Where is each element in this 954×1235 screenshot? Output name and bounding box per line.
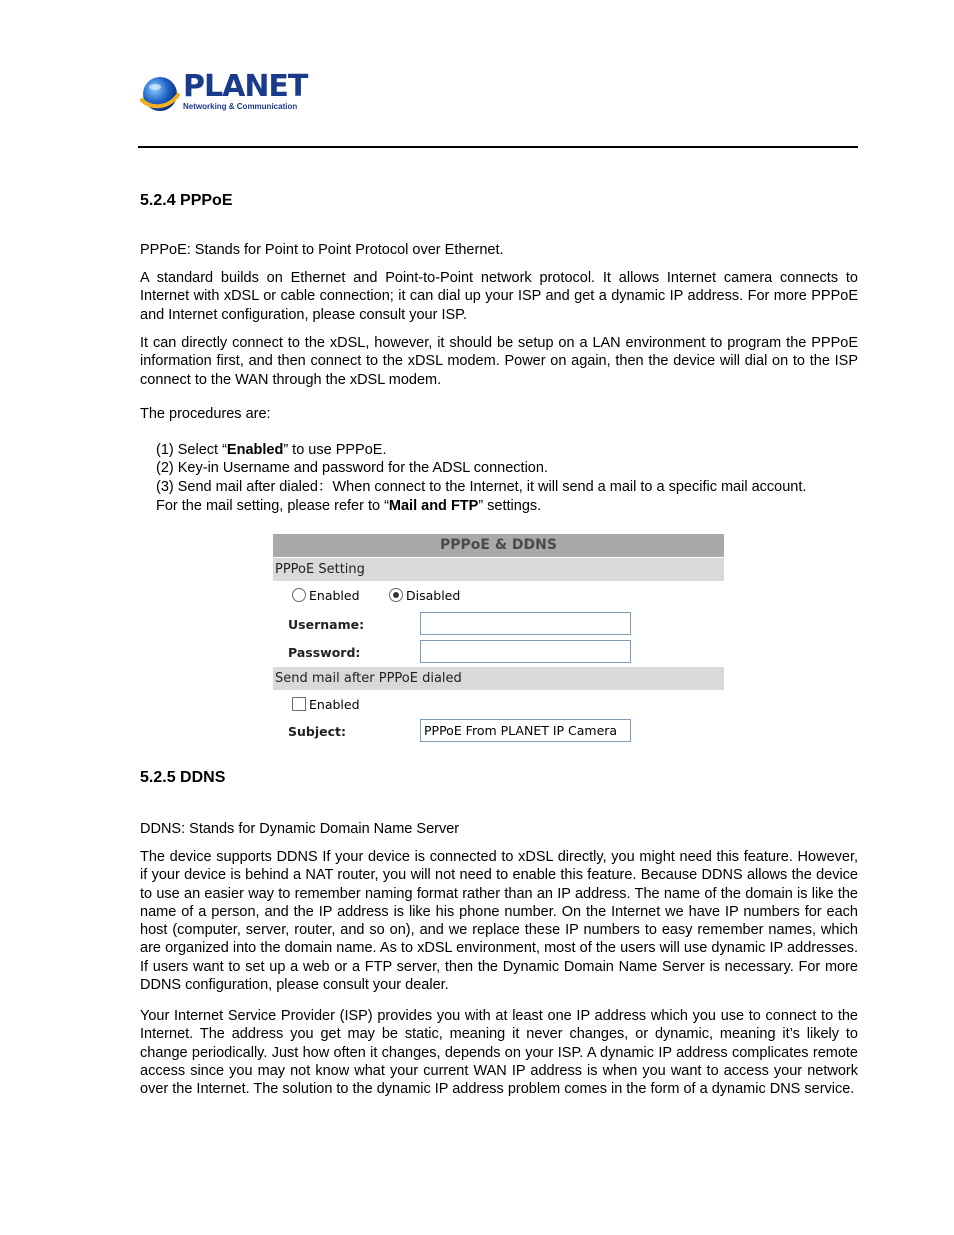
radio-enabled-label: Enabled [309, 588, 360, 603]
ddns-paragraph-2: Your Internet Service Provider (ISP) provides you with at least one IP address which you use to connect to the Internet. The address you get may be static, meaning it never changes, or dynamic, meaning it’s likely to change periodically. Just how often it changes, depends on your ISP. A dynamic IP address complicates remote access since you may not know what your current WAN IP address is when you want to access your network over the Internet. The solution to the dynamic IP address problem comes in the form of a dynamic DNS service. [140, 1008, 858, 1098]
pppoe-paragraph-1: A standard builds on Ethernet and Point-to-Point network protocol. It allows Internet camera connects to Internet with xDSL or cable connection; it can dial up your ISP and get a dynamic IP address. For more PPPoE and Internet configuration, please consult your ISP. [140, 270, 858, 323]
step-1-bold: Enabled [226, 442, 284, 458]
radio-enabled[interactable] [292, 588, 360, 603]
step-3b-bold: Mail and FTP [388, 497, 479, 514]
ddns-definition-block [140, 820, 858, 838]
radio-disabled-label: Disabled [406, 588, 461, 603]
brand-name: PLANET [183, 69, 308, 104]
brand-tagline: Networking & Communication [183, 102, 298, 111]
radio-enabled-icon[interactable] [292, 588, 306, 602]
ddns-para1-block [140, 848, 858, 994]
step-1-text: (1) Select “ [156, 442, 227, 458]
pppoe-paragraph-2: It can directly connect to the xDSL, however, it should be setup on a LAN environment to program the PPPoE information first, and then connect to the xDSL modem. Power on again, then the device will dial on to the ISP connect to the WAN through the xDSL modem. [140, 335, 858, 388]
procedure-steps [156, 441, 866, 515]
mail-enabled-checkbox[interactable] [292, 697, 360, 712]
radio-disabled[interactable] [389, 588, 460, 603]
ddns-paragraph-1: The device supports DDNS If your device is connected to xDSL directly, you might need this feature. However, if your device is behind a NAT router, you will not need to enable this feature. Because DDNS allows the device to use an easier way to remember naming format rather than an IP address. The name of the domain is like the name of a person, and the IP address is like his phone number. On the Internet we have IP numbers for each host (computer, server, router, and so on), and we replace these IP numbers to easy remember names, which are organized into the domain name. As to xDSL environment, most of the users will use dynamic IP addresses. If users want to set up a web or a FTP server, then the Dynamic Domain Name Server is necessary. For more DDNS configuration, please consult your dealer. [140, 849, 858, 994]
step-2: (2) Key-in Username and password for the ADSL connection. [156, 460, 548, 477]
password-input[interactable] [420, 640, 631, 663]
procedures-intro: The procedures are: [140, 406, 271, 422]
radio-disabled-icon[interactable] [389, 588, 403, 602]
procedures-intro-block [140, 405, 858, 423]
step-3: (3) Send mail after dialed：When connect to the Internet, it will send a mail to a specific mail account. [156, 478, 807, 495]
ddns-heading-block [140, 769, 858, 787]
checkbox-icon[interactable] [292, 697, 306, 711]
ddns-definition: DDNS: Stands for Dynamic Domain Name Server [140, 821, 460, 837]
header-divider [138, 146, 858, 148]
step-1 [156, 441, 866, 459]
step-3b-text-end: ” settings. [478, 497, 542, 514]
section-heading-pppoe: 5.2.4 PPPoE [140, 192, 233, 209]
panel-title: PPPoE & DDNS [273, 534, 724, 557]
mail-enabled-label: Enabled [309, 697, 360, 712]
pppoe-definition: PPPoE: Stands for Point to Point Protocol over Ethernet. [140, 242, 504, 258]
pppoe-definition-block [140, 241, 858, 259]
subject-label: Subject: [288, 724, 346, 739]
pppoe-heading-block [140, 192, 858, 210]
pppoe-para1-block [140, 269, 858, 324]
username-input[interactable] [420, 612, 631, 635]
username-label: Username: [288, 617, 365, 632]
planet-logo [138, 69, 308, 115]
ddns-para2-block [140, 1007, 858, 1098]
step-3-continued [156, 497, 866, 515]
subject-input[interactable]: PPPoE From PLANET IP Camera [420, 719, 631, 742]
password-label: Password: [288, 645, 361, 660]
step-3b-text: For the mail setting, please refer to “ [156, 497, 389, 514]
pppoe-ddns-panel [273, 534, 724, 746]
section-heading-ddns: 5.2.5 DDNS [140, 769, 226, 786]
pppoe-setting-header: PPPoE Setting [273, 558, 724, 581]
globe-icon [138, 73, 180, 115]
send-mail-header: Send mail after PPPoE dialed [273, 667, 724, 690]
pppoe-para2-block [140, 334, 858, 389]
step-1-text-end: ” to use PPPoE. [283, 442, 387, 458]
